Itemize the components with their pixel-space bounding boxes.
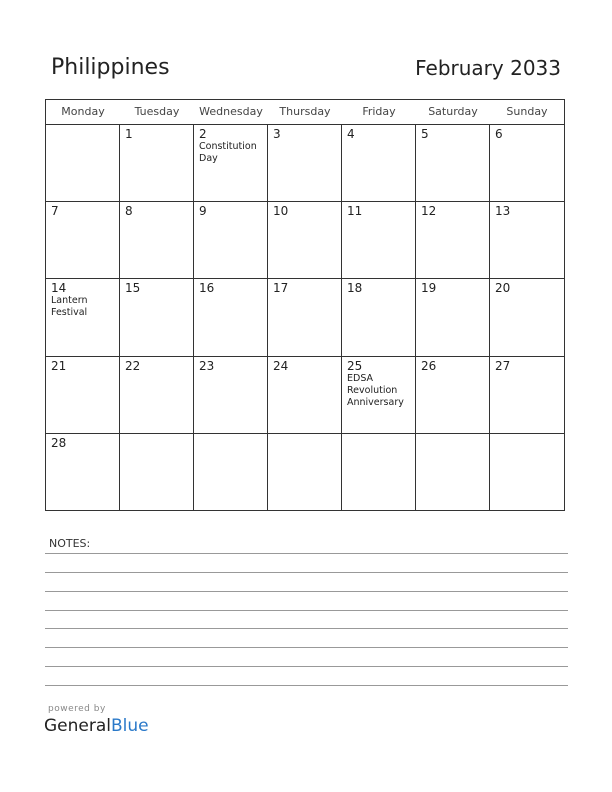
day-cell[interactable] <box>194 279 268 356</box>
day-cell[interactable] <box>342 202 416 279</box>
day-number: 17 <box>273 281 289 296</box>
day-number: 19 <box>421 281 437 296</box>
notes-line <box>45 591 568 592</box>
day-number: 11 <box>347 204 363 219</box>
day-number: 22 <box>125 358 141 373</box>
day-number: 12 <box>421 204 437 219</box>
day-number: 18 <box>347 281 363 296</box>
day-cell[interactable] <box>490 357 564 434</box>
weekday-sunday: Sunday <box>506 105 548 118</box>
day-grid <box>46 125 564 511</box>
day-number: 21 <box>51 358 67 373</box>
notes-label: NOTES: <box>49 537 91 550</box>
day-cell[interactable] <box>490 125 564 202</box>
calendar-grid <box>45 99 565 511</box>
country-title: Philippines <box>51 55 170 80</box>
weekday-wednesday: Wednesday <box>199 105 263 118</box>
weekday-saturday: Saturday <box>428 105 478 118</box>
day-number: 8 <box>125 204 133 219</box>
day-cell[interactable] <box>120 279 194 356</box>
day-cell[interactable] <box>490 434 564 511</box>
day-number: 26 <box>421 358 437 373</box>
day-number: 6 <box>495 127 503 141</box>
day-cell[interactable] <box>342 125 416 202</box>
day-cell[interactable] <box>120 357 194 434</box>
day-cell[interactable] <box>268 125 342 202</box>
day-cell[interactable] <box>46 279 120 356</box>
day-cell[interactable] <box>268 279 342 356</box>
day-cell[interactable] <box>268 357 342 434</box>
day-cell[interactable] <box>194 125 268 202</box>
day-number: 23 <box>199 358 215 373</box>
day-number: 15 <box>125 281 141 296</box>
day-number: 20 <box>495 281 511 296</box>
powered-by-text: powered by <box>48 704 106 714</box>
day-cell[interactable] <box>342 357 416 434</box>
day-number: 4 <box>347 127 355 141</box>
notes-line <box>45 610 568 611</box>
weekday-friday: Friday <box>362 105 396 118</box>
notes-line <box>45 647 568 648</box>
day-cell[interactable] <box>194 357 268 434</box>
weekday-header <box>46 100 564 125</box>
day-cell[interactable] <box>120 434 194 511</box>
weekday-tuesday: Tuesday <box>134 105 180 118</box>
day-number: 7 <box>51 204 59 219</box>
day-cell[interactable] <box>342 434 416 511</box>
day-cell[interactable] <box>416 202 490 279</box>
logo-blue: Blue <box>111 716 149 736</box>
holiday-label: Lantern Festival <box>51 295 88 319</box>
day-cell[interactable] <box>194 434 268 511</box>
day-number: 13 <box>495 204 511 219</box>
day-cell[interactable] <box>120 125 194 202</box>
day-cell[interactable] <box>268 202 342 279</box>
day-number: 28 <box>51 435 67 450</box>
day-number: 27 <box>495 358 511 373</box>
day-cell[interactable] <box>46 434 120 511</box>
day-number: 5 <box>421 127 429 141</box>
notes-line <box>45 666 568 667</box>
day-cell[interactable] <box>194 202 268 279</box>
day-cell[interactable] <box>490 202 564 279</box>
day-cell[interactable] <box>416 279 490 356</box>
generalblue-logo[interactable] <box>44 716 149 736</box>
notes-line <box>45 553 568 554</box>
holiday-label: Constitution Day <box>199 141 257 164</box>
holiday-label: EDSA Revolution Anniversary <box>347 372 404 408</box>
day-cell[interactable] <box>46 125 120 202</box>
day-number: 3 <box>273 127 281 141</box>
notes-line <box>45 685 568 686</box>
logo-general: General <box>44 716 111 736</box>
day-cell[interactable] <box>490 279 564 356</box>
notes-line <box>45 572 568 573</box>
day-cell[interactable] <box>416 434 490 511</box>
day-number: 9 <box>199 204 207 219</box>
day-cell[interactable] <box>342 279 416 356</box>
day-cell[interactable] <box>46 202 120 279</box>
day-cell[interactable] <box>416 125 490 202</box>
day-number: 25 <box>347 358 363 373</box>
day-number: 16 <box>199 281 215 296</box>
day-number: 1 <box>125 127 133 141</box>
day-cell[interactable] <box>120 202 194 279</box>
day-number: 2 <box>199 127 207 141</box>
day-cell[interactable] <box>268 434 342 511</box>
day-number: 24 <box>273 358 289 373</box>
day-number: 14 <box>51 281 67 296</box>
notes-line <box>45 628 568 629</box>
weekday-monday: Monday <box>61 105 105 118</box>
day-number: 10 <box>273 204 289 219</box>
month-title: February 2033 <box>415 56 561 80</box>
weekday-thursday: Thursday <box>279 105 331 118</box>
day-cell[interactable] <box>416 357 490 434</box>
day-cell[interactable] <box>46 357 120 434</box>
